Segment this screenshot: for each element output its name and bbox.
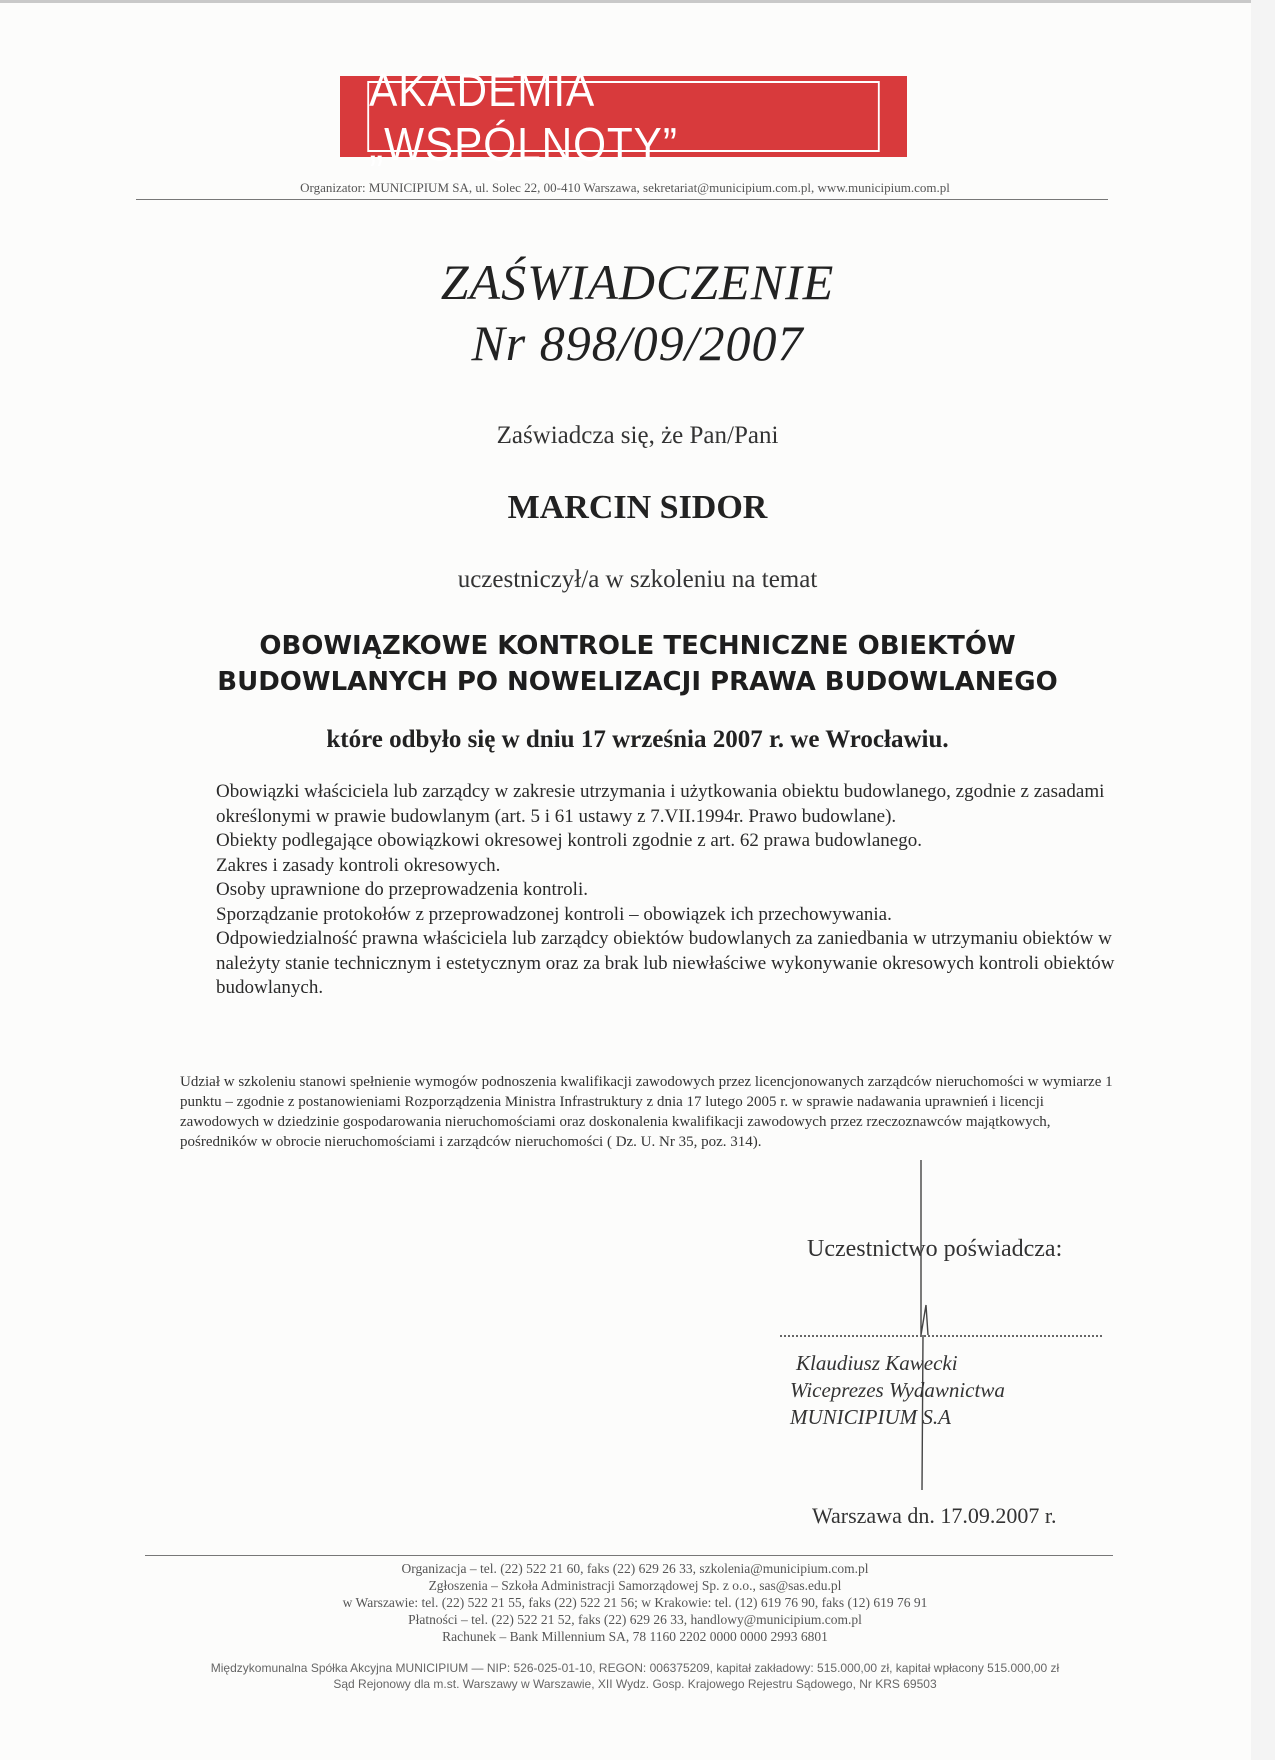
signature-stroke [916, 1160, 936, 1500]
training-topic-line2: BUDOWLANYCH PO NOWELIZACJI PRAWA BUDOWLANEGO [217, 667, 1058, 697]
certificate-number: Nr 898/09/2007 [471, 315, 804, 371]
signer-block [790, 1350, 1005, 1431]
header-divider [136, 199, 1108, 200]
signature-line [780, 1335, 1102, 1337]
event-date-place: które odbyło się w dniu 17 września 2007 r. we Wrocławiu. [326, 726, 949, 753]
participation-text: uczestniczył/a w szkoleniu na temat [457, 566, 818, 593]
legal-footer [140, 1660, 1130, 1692]
agenda-item: Osoby uprawnione do przeprowadzenia kontroli. [216, 879, 588, 900]
agenda-list [216, 780, 1116, 1001]
footer-line: Zgłoszenia – Szkoła Administracji Samorządowej Sp. z o.o., sas@sas.edu.pl [428, 1578, 842, 1593]
certificate-title: ZAŚWIADCZENIE [440, 254, 835, 310]
footer-line: Organizacja – tel. (22) 522 21 60, faks (22) 629 26 33, szkolenia@municipium.com.pl [401, 1561, 869, 1576]
legal-line: Międzykomunalna Spółka Akcyjna MUNICIPIUM — NIP: 526-025-01-10, REGON: 006375209, kapitał zakładowy: 515.000,00 zł, kapitał wpłacony 515.000,00 zł [210, 1661, 1060, 1675]
qualification-note: Udział w szkoleniu stanowi spełnienie wymogów podnoszenia kwalifikacji zawodowych przez licencjonowanych zarządców nieruchomości w wymiarze 1 punktu – zgodnie z postanowieniami Rozporządzenia Ministra Infrastruktury z dnia 17 lutego 2005 r. w sprawie nadawania uprawnień i licencji zawodowych w dziedzinie gospodarowania nieruchomościami oraz doskonalenia kwalifikacji zawodowych przez rzeczoznawców majątkowych, pośredników w obrocie nieruchomościami i zarządców nieruchomości ( Dz. U. Nr 35, poz. 314). [180, 1074, 1113, 1150]
signer-company: MUNICIPIUM S.A [790, 1405, 951, 1429]
training-topic [0, 628, 1275, 700]
training-topic-line1: OBOWIĄZKOWE KONTROLE TECHNICZNE OBIEKTÓW [259, 631, 1016, 661]
agenda-item: Obiekty podlegające obowiązkowi okresowej kontroli zgodnie z art. 62 prawa budowlanego. [216, 830, 922, 851]
signer-name: Klaudiusz Kawecki [796, 1351, 958, 1375]
attest-label: Uczestnictwo poświadcza: [807, 1236, 1063, 1262]
footer-line: Płatności – tel. (22) 522 21 52, faks (22) 629 26 33, handlowy@municipium.com.pl [408, 1612, 862, 1627]
scan-top-edge [0, 0, 1275, 3]
contact-footer [140, 1560, 1130, 1645]
agenda-item: Zakres i zasady kontroli okresowych. [216, 854, 501, 876]
footer-line: w Warszawie: tel. (22) 522 21 55, faks (22) 522 21 56; w Krakowie: tel. (12) 619 76 90, faks (12) 619 76 91 [342, 1595, 928, 1610]
agenda-item: Odpowiedzialność prawna właściciela lub zarządcy obiektów budowlanych za zaniedbania w utrzymaniu obiektów w należyty stanie technicznym i estetycznym oraz za brak lub niewłaściwe wykonywanie okresowych kontroli obiektów budowlanych. [216, 928, 1115, 998]
signer-title: Wiceprezes Wydawnictwa [790, 1378, 1005, 1402]
legal-line: Sąd Rejonowy dla m.st. Warszawy w Warszawie, XII Wydz. Gosp. Krajowego Rejestru Sądowego, Nr KRS 69503 [333, 1677, 937, 1691]
footer-divider [145, 1555, 1113, 1556]
organizer-line: Organizator: MUNICIPIUM SA, ul. Solec 22, 00-410 Warszawa, sekretariat@municipium.com.pl, www.municipium.com.pl [300, 180, 950, 195]
akademia-logo [340, 63, 907, 170]
place-date: Warszawa dn. 17.09.2007 r. [812, 1503, 1057, 1528]
akademia-logo-text: AKADEMIA „WSPÓLNOTY” [367, 81, 879, 152]
footer-line: Rachunek – Bank Millennium SA, 78 1160 2202 0000 0000 2993 6801 [442, 1629, 828, 1644]
attestation-lead: Zaświadcza się, że Pan/Pani [496, 422, 779, 449]
agenda-item: Sporządzanie protokołów z przeprowadzonej kontroli – obowiązek ich przechowywania. [216, 903, 892, 925]
participant-name: MARCIN SIDOR [507, 489, 768, 526]
agenda-item: Obowiązki właściciela lub zarządcy w zakresie utrzymania i użytkowania obiektu budowlanego, zgodnie z zasadami określonymi w prawie budowlanym (art. 5 i 61 ustawy z 7.VII.1994r. Prawo budowlane). [216, 781, 1105, 827]
